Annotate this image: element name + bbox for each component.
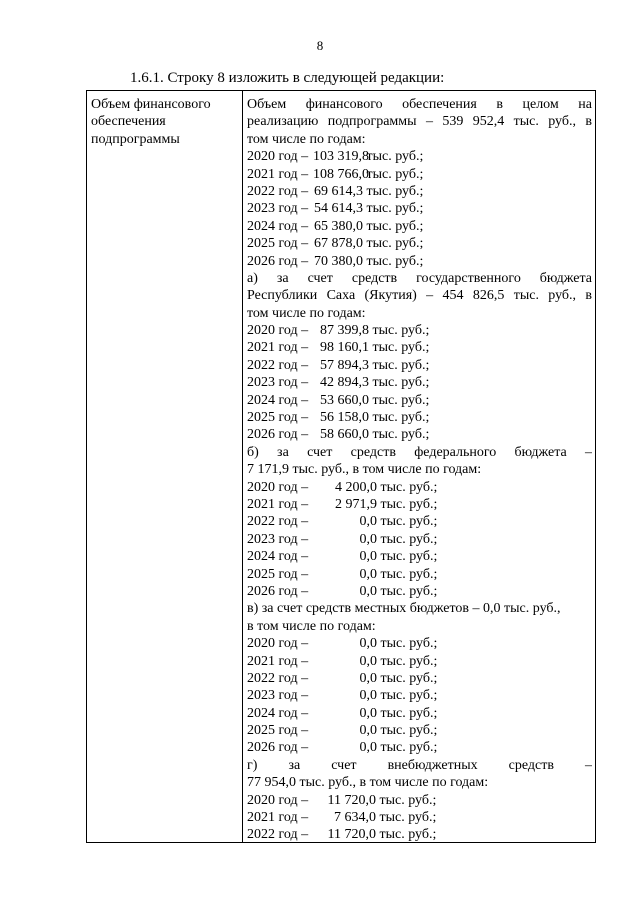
amount-value: 0,0	[359, 531, 377, 547]
amount-unit: тыс. руб.;	[369, 323, 430, 339]
amount-unit: тыс. руб.;	[369, 392, 430, 408]
federal-heading-line: б) за счет средств федерального бюджета –	[247, 444, 592, 460]
year-label: 2023 год –	[247, 531, 309, 547]
amount-unit: тыс. руб.;	[377, 740, 438, 756]
year-label: 2020 год –	[247, 149, 309, 165]
amount-value: 65 380,0	[314, 218, 363, 234]
year-label: 2024 год –	[247, 392, 309, 408]
amount-unit: тыс. руб.;	[377, 566, 438, 582]
amount-unit: тыс. руб.;	[376, 810, 437, 826]
amount-value: 98 160,1	[320, 340, 369, 356]
local-heading-line: в) за счет средств местных бюджетов – 0,0 тыс. руб.,	[247, 601, 561, 617]
local-rows	[247, 635, 592, 757]
amount-unit: тыс. руб.;	[377, 583, 438, 599]
amount-value: 4 200,0	[335, 479, 377, 495]
amount-value: 0,0	[359, 566, 377, 582]
amount-value: 87 399,8	[320, 323, 369, 339]
amount-unit: тыс. руб.;	[377, 705, 438, 721]
year-label: 2025 год –	[247, 236, 309, 252]
amount-value: 42 894,3	[320, 375, 369, 391]
extra-heading-line: г) за счет внебюджетных средств –	[247, 757, 592, 773]
year-row	[247, 183, 592, 200]
year-row	[247, 357, 592, 374]
year-row	[247, 739, 592, 756]
program-table	[86, 90, 596, 843]
year-label: 2022 год –	[247, 670, 309, 686]
amount-value: 0,0	[359, 653, 377, 669]
year-row	[247, 479, 592, 496]
amount-unit: тыс. руб.;	[377, 531, 438, 547]
amount-unit: тыс. руб.;	[376, 827, 437, 843]
year-row	[247, 392, 592, 409]
year-label: 2024 год –	[247, 549, 309, 565]
amount-unit: тыс. руб.;	[377, 549, 438, 565]
year-row	[247, 426, 592, 443]
amount-value: 0,0	[359, 514, 377, 530]
year-label: 2024 год –	[247, 705, 309, 721]
amount-value: 0,0	[359, 670, 377, 686]
year-row	[247, 722, 592, 739]
amount-value: 70 380,0	[314, 253, 363, 269]
year-label: 2025 год –	[247, 723, 309, 739]
year-row	[247, 670, 592, 687]
amount-unit: тыс. руб.;	[363, 201, 424, 217]
year-label: 2020 год –	[247, 323, 309, 339]
total-heading-line: Объем финансового обеспечения в целом на	[247, 97, 592, 112]
amount-unit: тыс. руб.;	[369, 340, 430, 356]
amount-unit: тыс. руб.;	[377, 479, 438, 495]
year-row	[247, 200, 592, 217]
amount-unit: тыс. руб.;	[377, 688, 438, 704]
row-label-line: подпрограммы	[91, 131, 180, 147]
total-heading-line: том числе по годам:	[247, 131, 366, 147]
amount-value: 0,0	[359, 723, 377, 739]
amount-value: 0,0	[359, 705, 377, 721]
federal-heading-line: 7 171,9 тыс. руб., в том числе по годам:	[247, 462, 482, 478]
year-label: 2020 год –	[247, 636, 309, 652]
row-label-line: Объем финансового	[91, 97, 211, 112]
year-row	[247, 635, 592, 652]
year-row	[247, 566, 592, 583]
amount-unit: тыс. руб.;	[363, 166, 424, 182]
year-label: 2025 год –	[247, 410, 309, 426]
year-label: 2025 год –	[247, 566, 309, 582]
year-label: 2023 год –	[247, 688, 309, 704]
amount-unit: тыс. руб.;	[377, 636, 438, 652]
year-row	[247, 148, 592, 165]
state-heading-line: а) за счет средств государственного бюджета	[247, 270, 592, 286]
year-label: 2023 год –	[247, 375, 309, 391]
amount-unit: тыс. руб.;	[377, 496, 438, 512]
amount-value: 0,0	[359, 549, 377, 565]
row-label-line: обеспечения	[91, 114, 166, 130]
year-row	[247, 809, 592, 826]
year-row	[247, 826, 592, 843]
amount-unit: тыс. руб.;	[376, 792, 437, 808]
year-label: 2026 год –	[247, 253, 309, 269]
year-label: 2026 год –	[247, 740, 309, 756]
year-row	[247, 705, 592, 722]
amount-value: 0,0	[359, 583, 377, 599]
extra-rows	[247, 792, 592, 844]
year-row	[247, 653, 592, 670]
amount-unit: тыс. руб.;	[363, 236, 424, 252]
year-label: 2020 год –	[247, 479, 309, 495]
amount-unit: тыс. руб.;	[369, 357, 430, 373]
year-row	[247, 531, 592, 548]
state-heading-line: Республики Саха (Якутия) – 454 826,5 тыс. руб., в	[247, 288, 592, 304]
year-row	[247, 409, 592, 426]
year-row	[247, 583, 592, 600]
intro-paragraph: 1.6.1. Строку 8 изложить в следующей редакции:	[130, 70, 445, 86]
extra-heading-line: 77 954,0 тыс. руб., в том числе по годам:	[247, 775, 489, 791]
amount-value: 0,0	[359, 740, 377, 756]
amount-value: 11 720,0	[327, 792, 376, 808]
year-row	[247, 687, 592, 704]
state-heading-line: том числе по годам:	[247, 305, 366, 321]
year-label: 2022 год –	[247, 514, 309, 530]
column-divider	[242, 91, 243, 842]
year-row	[247, 548, 592, 565]
year-row	[247, 374, 592, 391]
amount-unit: тыс. руб.;	[377, 670, 438, 686]
year-row	[247, 235, 592, 252]
amount-value: 69 614,3	[314, 183, 363, 199]
year-label: 2026 год –	[247, 583, 309, 599]
year-label: 2022 год –	[247, 357, 309, 373]
year-row	[247, 792, 592, 809]
year-label: 2026 год –	[247, 427, 309, 443]
federal-rows	[247, 479, 592, 601]
year-label: 2021 год –	[247, 810, 309, 826]
amount-value: 54 614,3	[314, 201, 363, 217]
year-label: 2022 год –	[247, 827, 309, 843]
year-row	[247, 339, 592, 356]
amount-unit: тыс. руб.;	[363, 218, 424, 234]
year-row	[247, 496, 592, 513]
amount-unit: тыс. руб.;	[377, 653, 438, 669]
amount-value: 57 894,3	[320, 357, 369, 373]
amount-value: 108 766,0	[313, 166, 369, 182]
year-row	[247, 253, 592, 270]
amount-value: 58 660,0	[320, 427, 369, 443]
amount-unit: тыс. руб.;	[363, 183, 424, 199]
amount-unit: тыс. руб.;	[363, 253, 424, 269]
year-label: 2021 год –	[247, 496, 309, 512]
year-row	[247, 218, 592, 235]
year-label: 2022 год –	[247, 183, 309, 199]
amount-unit: тыс. руб.;	[369, 410, 430, 426]
amount-value: 11 720,0	[327, 827, 376, 843]
year-label: 2021 год –	[247, 166, 309, 182]
amount-unit: тыс. руб.;	[377, 723, 438, 739]
total-heading-line: реализацию подпрограммы – 539 952,4 тыс. руб., в	[247, 114, 592, 130]
year-row	[247, 166, 592, 183]
amount-value: 53 660,0	[320, 392, 369, 408]
row-content-cell	[247, 96, 592, 844]
amount-value: 103 319,8	[313, 149, 369, 165]
amount-value: 0,0	[359, 688, 377, 704]
amount-unit: тыс. руб.;	[363, 149, 424, 165]
amount-unit: тыс. руб.;	[369, 427, 430, 443]
row-label-cell	[91, 96, 239, 148]
amount-value: 7 634,0	[334, 810, 376, 826]
state-rows	[247, 322, 592, 444]
amount-value: 67 878,0	[314, 236, 363, 252]
year-label: 2024 год –	[247, 218, 309, 234]
amount-value: 56 158,0	[320, 410, 369, 426]
total-rows	[247, 148, 592, 270]
year-row	[247, 513, 592, 530]
year-label: 2020 год –	[247, 792, 309, 808]
amount-value: 0,0	[359, 636, 377, 652]
amount-unit: тыс. руб.;	[369, 375, 430, 391]
page-number: 8	[316, 38, 324, 53]
year-row	[247, 322, 592, 339]
amount-value: 2 971,9	[335, 496, 377, 512]
local-heading-line: в том числе по годам:	[247, 618, 376, 634]
year-label: 2023 год –	[247, 201, 309, 217]
year-label: 2021 год –	[247, 653, 309, 669]
amount-unit: тыс. руб.;	[377, 514, 438, 530]
year-label: 2021 год –	[247, 340, 309, 356]
